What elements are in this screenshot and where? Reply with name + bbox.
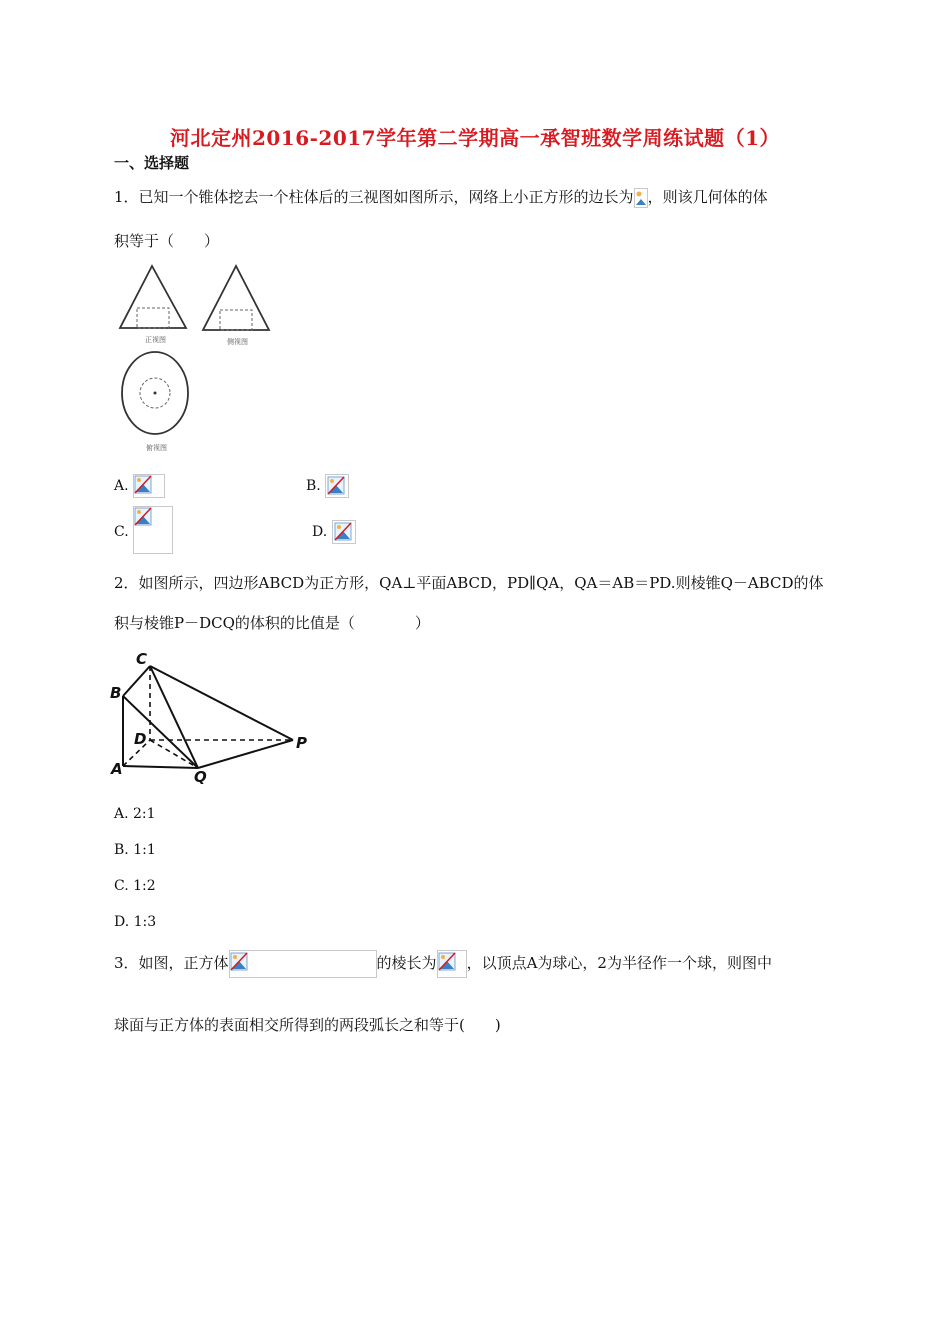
broken-image-icon: [634, 188, 648, 208]
top-view-center: [154, 392, 157, 395]
vertex-label-B: B: [110, 684, 122, 702]
broken-image-icon: [332, 520, 356, 544]
edge-QP: [198, 740, 293, 768]
q1-option-a-label: A.: [114, 478, 129, 494]
q1-option-d: [312, 520, 356, 544]
edge-CQ: [150, 666, 198, 768]
broken-image-icon: [133, 506, 173, 554]
vertex-label-Q: Q: [194, 768, 207, 786]
q2-option-b: B. 1:1: [114, 842, 156, 858]
vertex-label-D: D: [134, 730, 147, 748]
q2-line1: 2．如图所示，四边形ABCD为正方形，QA⊥平面ABCD，PD∥QA，QA＝AB＝PD.则棱锥Q－ABCD的体: [114, 574, 824, 592]
front-view-label: 正视图: [145, 336, 166, 344]
q3-text-3: ，以顶点A为球心，2为半径作一个球，则图中: [466, 954, 772, 972]
top-view-label: 俯视图: [146, 444, 167, 452]
q1-line2: 积等于（ ）: [114, 232, 220, 250]
broken-image-icon: [133, 474, 165, 498]
side-view-triangle: [203, 266, 269, 330]
broken-image-icon: [437, 950, 467, 978]
broken-image-icon: [325, 474, 349, 498]
front-view-hole: [137, 308, 169, 328]
q2-option-c: C. 1:2: [114, 878, 156, 894]
pyramid-figure: [108, 648, 318, 788]
q1-option-c: [114, 506, 173, 554]
front-view-triangle: [120, 266, 186, 328]
q2-line2: 积与棱锥P－DCQ的体积的比值是（ ）: [114, 614, 430, 632]
q3-text-1: 3．如图，正方体: [114, 954, 229, 972]
q1-option-a: [114, 474, 165, 498]
q3-line2: 球面与正方体的表面相交所得到的两段弧长之和等于( ): [114, 1016, 501, 1034]
vertex-label-C: C: [136, 650, 148, 668]
three-view-figure: [112, 260, 292, 455]
q1-option-b: [306, 474, 349, 498]
section-heading: 一、选择题: [114, 154, 190, 172]
vertex-label-P: P: [296, 734, 307, 752]
side-view-label: 侧视图: [227, 338, 248, 346]
edge-AQ: [123, 766, 198, 768]
q2-option-d: D. 1:3: [114, 914, 157, 930]
q1-text-b: ，则该几何体的体: [647, 188, 768, 206]
q2-option-a: A. 2:1: [114, 806, 156, 822]
broken-image-icon: [229, 950, 377, 978]
q1-option-d-label: D.: [312, 524, 328, 540]
q1-text-a: 1．已知一个锥体挖去一个柱体后的三视图如图所示，网络上小正方形的边长为: [114, 188, 634, 206]
page-title: 河北定州2016-2017学年第二学期高一承智班数学周练试题（1）: [169, 126, 781, 150]
edge-BC: [123, 666, 150, 696]
q3-line1: [114, 950, 772, 978]
q1-line1: [114, 186, 768, 208]
q1-option-b-label: B.: [306, 478, 321, 494]
q3-text-2: 的棱长为: [376, 954, 437, 972]
vertex-label-A: A: [111, 760, 123, 778]
side-view-hole: [220, 310, 252, 330]
q1-option-c-label: C.: [114, 524, 129, 540]
edge-CP: [150, 666, 293, 740]
